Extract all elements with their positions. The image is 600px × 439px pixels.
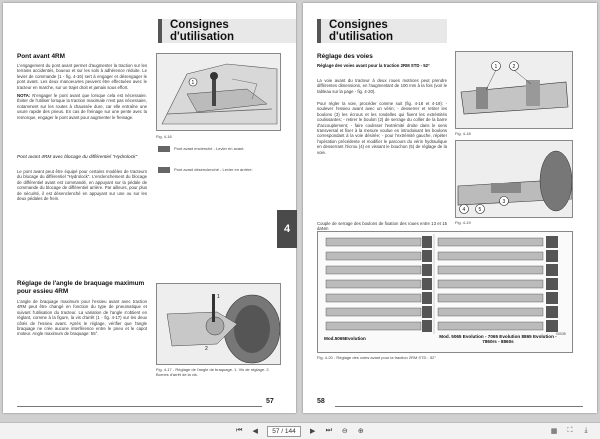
- legend-text: Pont avant désenclenché - Levier en arrière.: [174, 167, 253, 173]
- figure-4-18: [455, 51, 573, 129]
- note-label: NOTA:: [17, 93, 31, 99]
- page-nav-toolbar: [0, 422, 600, 439]
- right-page: [303, 3, 597, 413]
- section-title-braquage: Réglage de l'angle de braquage maximum pour essieu 4RM: [17, 280, 145, 295]
- figure-4-20-track-table: [317, 231, 573, 353]
- total-pages: / 144: [281, 427, 296, 435]
- svg-text:2: 2: [205, 346, 208, 352]
- legend-text: Pont avant enclenché - Levier en avant.: [174, 146, 245, 152]
- left-page: [3, 3, 296, 413]
- svg-text:4: 4: [462, 207, 466, 213]
- svg-text:1: 1: [191, 80, 195, 86]
- toolbar-right-group: [546, 425, 594, 437]
- legend-row-disengaged: [158, 167, 278, 173]
- legend-row-engaged: [158, 146, 278, 152]
- grid-view-icon[interactable]: ▦: [550, 428, 558, 435]
- subsection-body-hydrolock: Le pont avant peut être équipé pour certains modèles de tracteurs du blocage du différentiel "Hydrolock". L'enclenchement du blocage de différentiel avant est commandé, en appuyant sur la pédale de commande du blocage de différentiel arrière. Par ailleurs, pour plus de sécurité, il est désenclenché en appuyant sur une ou sur les deux pédales de frein.: [17, 169, 147, 202]
- body-torque: Couple de serrage des boulons de fixation des roues entre 13 et 15 daNm: [317, 221, 447, 232]
- svg-text:5: 5: [478, 207, 482, 213]
- track-table-right-label: Mod. 5065 Evolution - 7065 Evolution 8865 Evolution - 7860rs - 8860s: [439, 334, 557, 344]
- figure-caption: Fig. 4-16: [156, 134, 172, 139]
- tractor-cab-illustration: [157, 54, 281, 131]
- first-page-icon[interactable]: ⏮: [236, 427, 243, 434]
- body-steps: Pour régler la voie, procéder comme suit (fig. 4-18 et 4-19): - soulever l'essieu avant avec un vérin; - desserrer et retirer les boulons (3) les écrous et les rondelles qui fixent les extrémités coulissantes; - retirer le boulon (2) de serrage du collier de la barre d'accouplement; - faire coulisser l'extrémité droite dans le sens transversal et fixer à la mesure voulue en introduisant les boulons correspondant à la voie désirée; - pour l'extrémité gauche, répéter l'opération précédente et modifier le parcours du vérin hydraulique en desserrant l'écrou (4) en vissant le bouchon (5) de réglage de la voie.: [317, 101, 447, 155]
- header-title: Consignes d'utilisation: [170, 19, 235, 43]
- zoom-in-icon[interactable]: ⊕: [357, 428, 364, 435]
- note-paragraph: [17, 93, 147, 120]
- right-page-header: [317, 19, 447, 43]
- front-axle-track-illustration: [456, 141, 573, 218]
- page-rule: [335, 406, 583, 407]
- pont-disengaged-icon: [158, 167, 170, 173]
- download-icon[interactable]: ⤓: [584, 427, 588, 434]
- subsection-title-voies: Réglage des voies avant pour la traction 2RM STD - 52°: [317, 63, 430, 68]
- figure-4-17: [156, 283, 281, 365]
- figure-code: 00035: [556, 332, 566, 336]
- header-title: Consignes d'utilisation: [329, 19, 394, 43]
- track-table-left-label: Mod.5065Evolution: [324, 336, 366, 341]
- svg-text:3: 3: [502, 199, 506, 205]
- prev-page-icon[interactable]: ◀: [252, 428, 258, 435]
- figure-caption: Fig. 4-19: [455, 220, 471, 225]
- page-rule: [17, 406, 262, 407]
- last-page-icon[interactable]: ⏭: [325, 427, 332, 434]
- figure-caption: Fig. 4-17 - Réglage de l'angle de braquage. 1. Vis de réglage. 2. Bornes d'arrêt de la vis.: [156, 367, 270, 377]
- axle-detail-illustration: [456, 52, 573, 129]
- page-number: 58: [317, 398, 325, 405]
- fullscreen-icon[interactable]: ⛶: [567, 427, 573, 434]
- pont-engaged-icon: [158, 146, 170, 152]
- next-page-icon[interactable]: ▶: [310, 428, 316, 435]
- svg-text:2: 2: [512, 64, 516, 70]
- svg-text:1: 1: [217, 294, 220, 300]
- figure-caption: Fig. 4-20 - Réglage des voies avant pour la traction 2RM STD - 52°: [317, 355, 436, 360]
- figure-4-19: [455, 140, 573, 218]
- page-indicator[interactable]: [267, 426, 301, 437]
- left-page-header: [158, 19, 296, 43]
- section-title-voies: Réglage des voies: [317, 53, 373, 60]
- zoom-out-icon[interactable]: ⊖: [341, 428, 348, 435]
- subsection-title-hydrolock: Pont avant 4RM avec blocage du différentiel "Hydrolock": [17, 155, 138, 160]
- section-title-pont-avant: Pont avant 4RM: [17, 53, 65, 60]
- page-number: 57: [266, 398, 274, 405]
- figure-caption: Fig. 4-18: [455, 131, 471, 136]
- chapter-tab: 4: [277, 210, 297, 248]
- svg-text:1: 1: [494, 64, 498, 70]
- section-body-braquage: L'angle de braquage maximum pour l'essieu avant avec traction 4RM peut être changé en fonction du type de pneumatique et suivant l'utilisation du tracteur. La variation de l'angle s'obtient en réglant, comme à la figure, la vis d'arrêt (1 - fig. 4-17) sur les deux côtés de l'essieu avant. Après le réglage, vérifier que l'angle braquage ne crée aucune interférence entre le pneu et le capot moteur. Angle maximum de braquage: 55°.: [17, 299, 147, 337]
- current-page: 57: [272, 427, 280, 435]
- paragraph: L'engagement du pont avant permet d'augmenter la traction sur les terrains accidentés, boueux et sur les sols à adhérence réduite. Le levier de commande (1 - fig. 4-16) sert à engager et désengager le pont avant. Les deux manoeuvres peuvent être effectuées avec le tracteur en marche, sur un trajet droit et jamais sous effort.: [17, 63, 147, 90]
- axle-steering-illustration: [157, 284, 281, 365]
- figure-4-16: [156, 53, 281, 131]
- body-intro: La voie avant du tracteur à deux roues motrices peut prendre différentes dimensions, en l'augmentant de 100 mm à la fois (voir le tableau sur la page - fig. 4-20).: [317, 78, 447, 94]
- section-body-pont-avant: [17, 63, 147, 123]
- note-text: N'engager le pont avant que lorsque cela est nécessaire. Éviter de l'utiliser lorsque la traction maximale n'est pas nécessaire, notamment sur les routes à chaussée dure, car elle entraîne une usure rapide des pneus. En cas de freinage sur une pente avec la remorque, engager le pont avant pour augmenter le freinage.: [17, 93, 147, 120]
